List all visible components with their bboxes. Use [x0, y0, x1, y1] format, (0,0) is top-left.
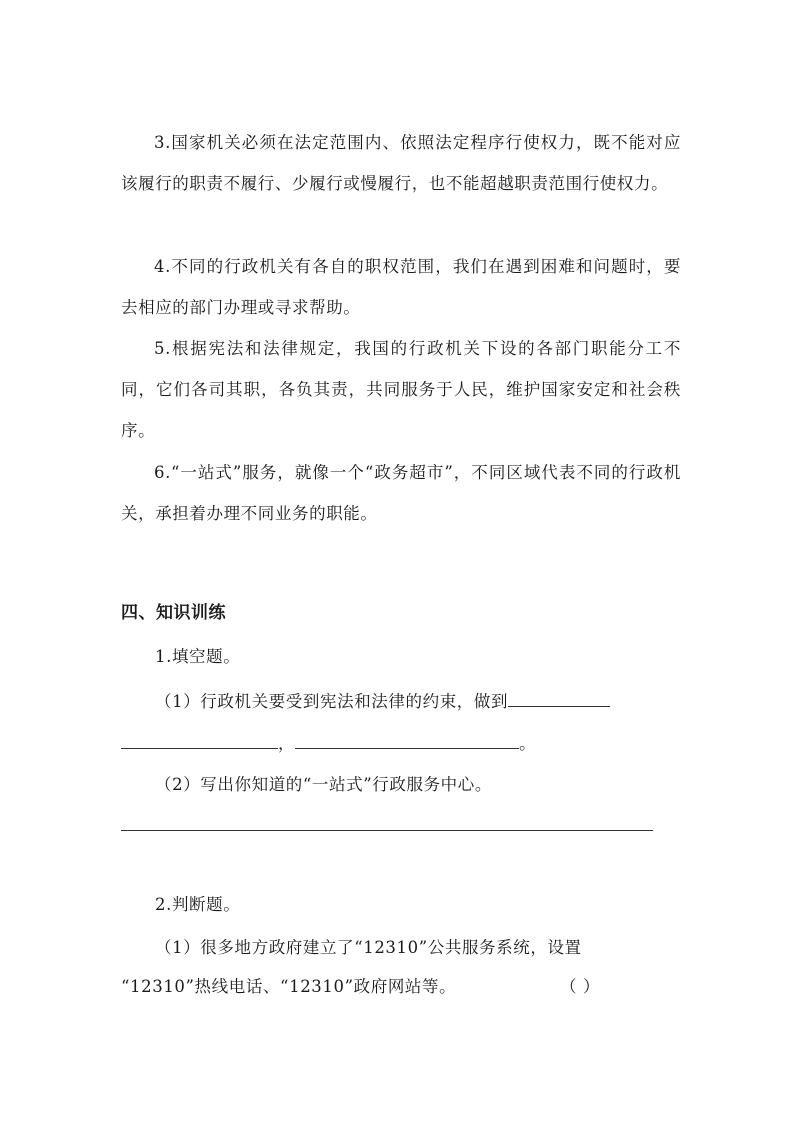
q1-blank-2[interactable] — [121, 726, 278, 749]
section-title: 四、知识训练 — [121, 603, 226, 623]
q1-item1-comma: ， — [278, 734, 296, 753]
q2-item1-line2: “12310”热线电话、“12310”政府网站等。 — [121, 977, 457, 996]
paragraph-5: 5.根据宪法和法律规定，我国的行政机关下设的各部门职能分工不同，它们各司其职，各负其责，共同服务于人民，维护国家安定和社会秩序。 — [121, 339, 681, 440]
q1-item1 — [155, 684, 610, 719]
q2-title: 2.判断题。 — [155, 895, 241, 914]
paragraph-6: 6.“一站式”服务，就像一个“政务超市”，不同区域代表不同的行政机关，承担着办理不同业务的职能。 — [121, 463, 681, 523]
q1-blank-1[interactable] — [508, 684, 610, 707]
q1-item1-continued — [121, 726, 536, 761]
q2-item1-line1: （1）很多地方政府建立了“12310”公共服务系统，设置 — [155, 938, 582, 957]
answer-bracket[interactable]: （ ） — [560, 977, 601, 996]
q1-blank-3[interactable] — [295, 726, 519, 749]
q1-item1-end: 。 — [519, 734, 537, 753]
paragraph-4: 4.不同的行政机关有各自的职权范围，我们在遇到困难和问题时，要去相应的部门办理或寻求帮助。 — [121, 257, 681, 317]
paragraph-3: 3.国家机关必须在法定范围内、依照法定程序行使权力，既不能对应该履行的职责不履行、少履行或慢履行，也不能超越职责范围行使权力。 — [121, 133, 681, 193]
q1-item2: （2）写出你知道的“一站式”行政服务中心。 — [155, 775, 492, 794]
q1-item1-text: （1）行政机关要受到宪法和法律的约束，做到 — [155, 692, 509, 711]
q1-answer-line[interactable] — [121, 830, 653, 831]
q1-title: 1.填空题。 — [155, 647, 241, 666]
